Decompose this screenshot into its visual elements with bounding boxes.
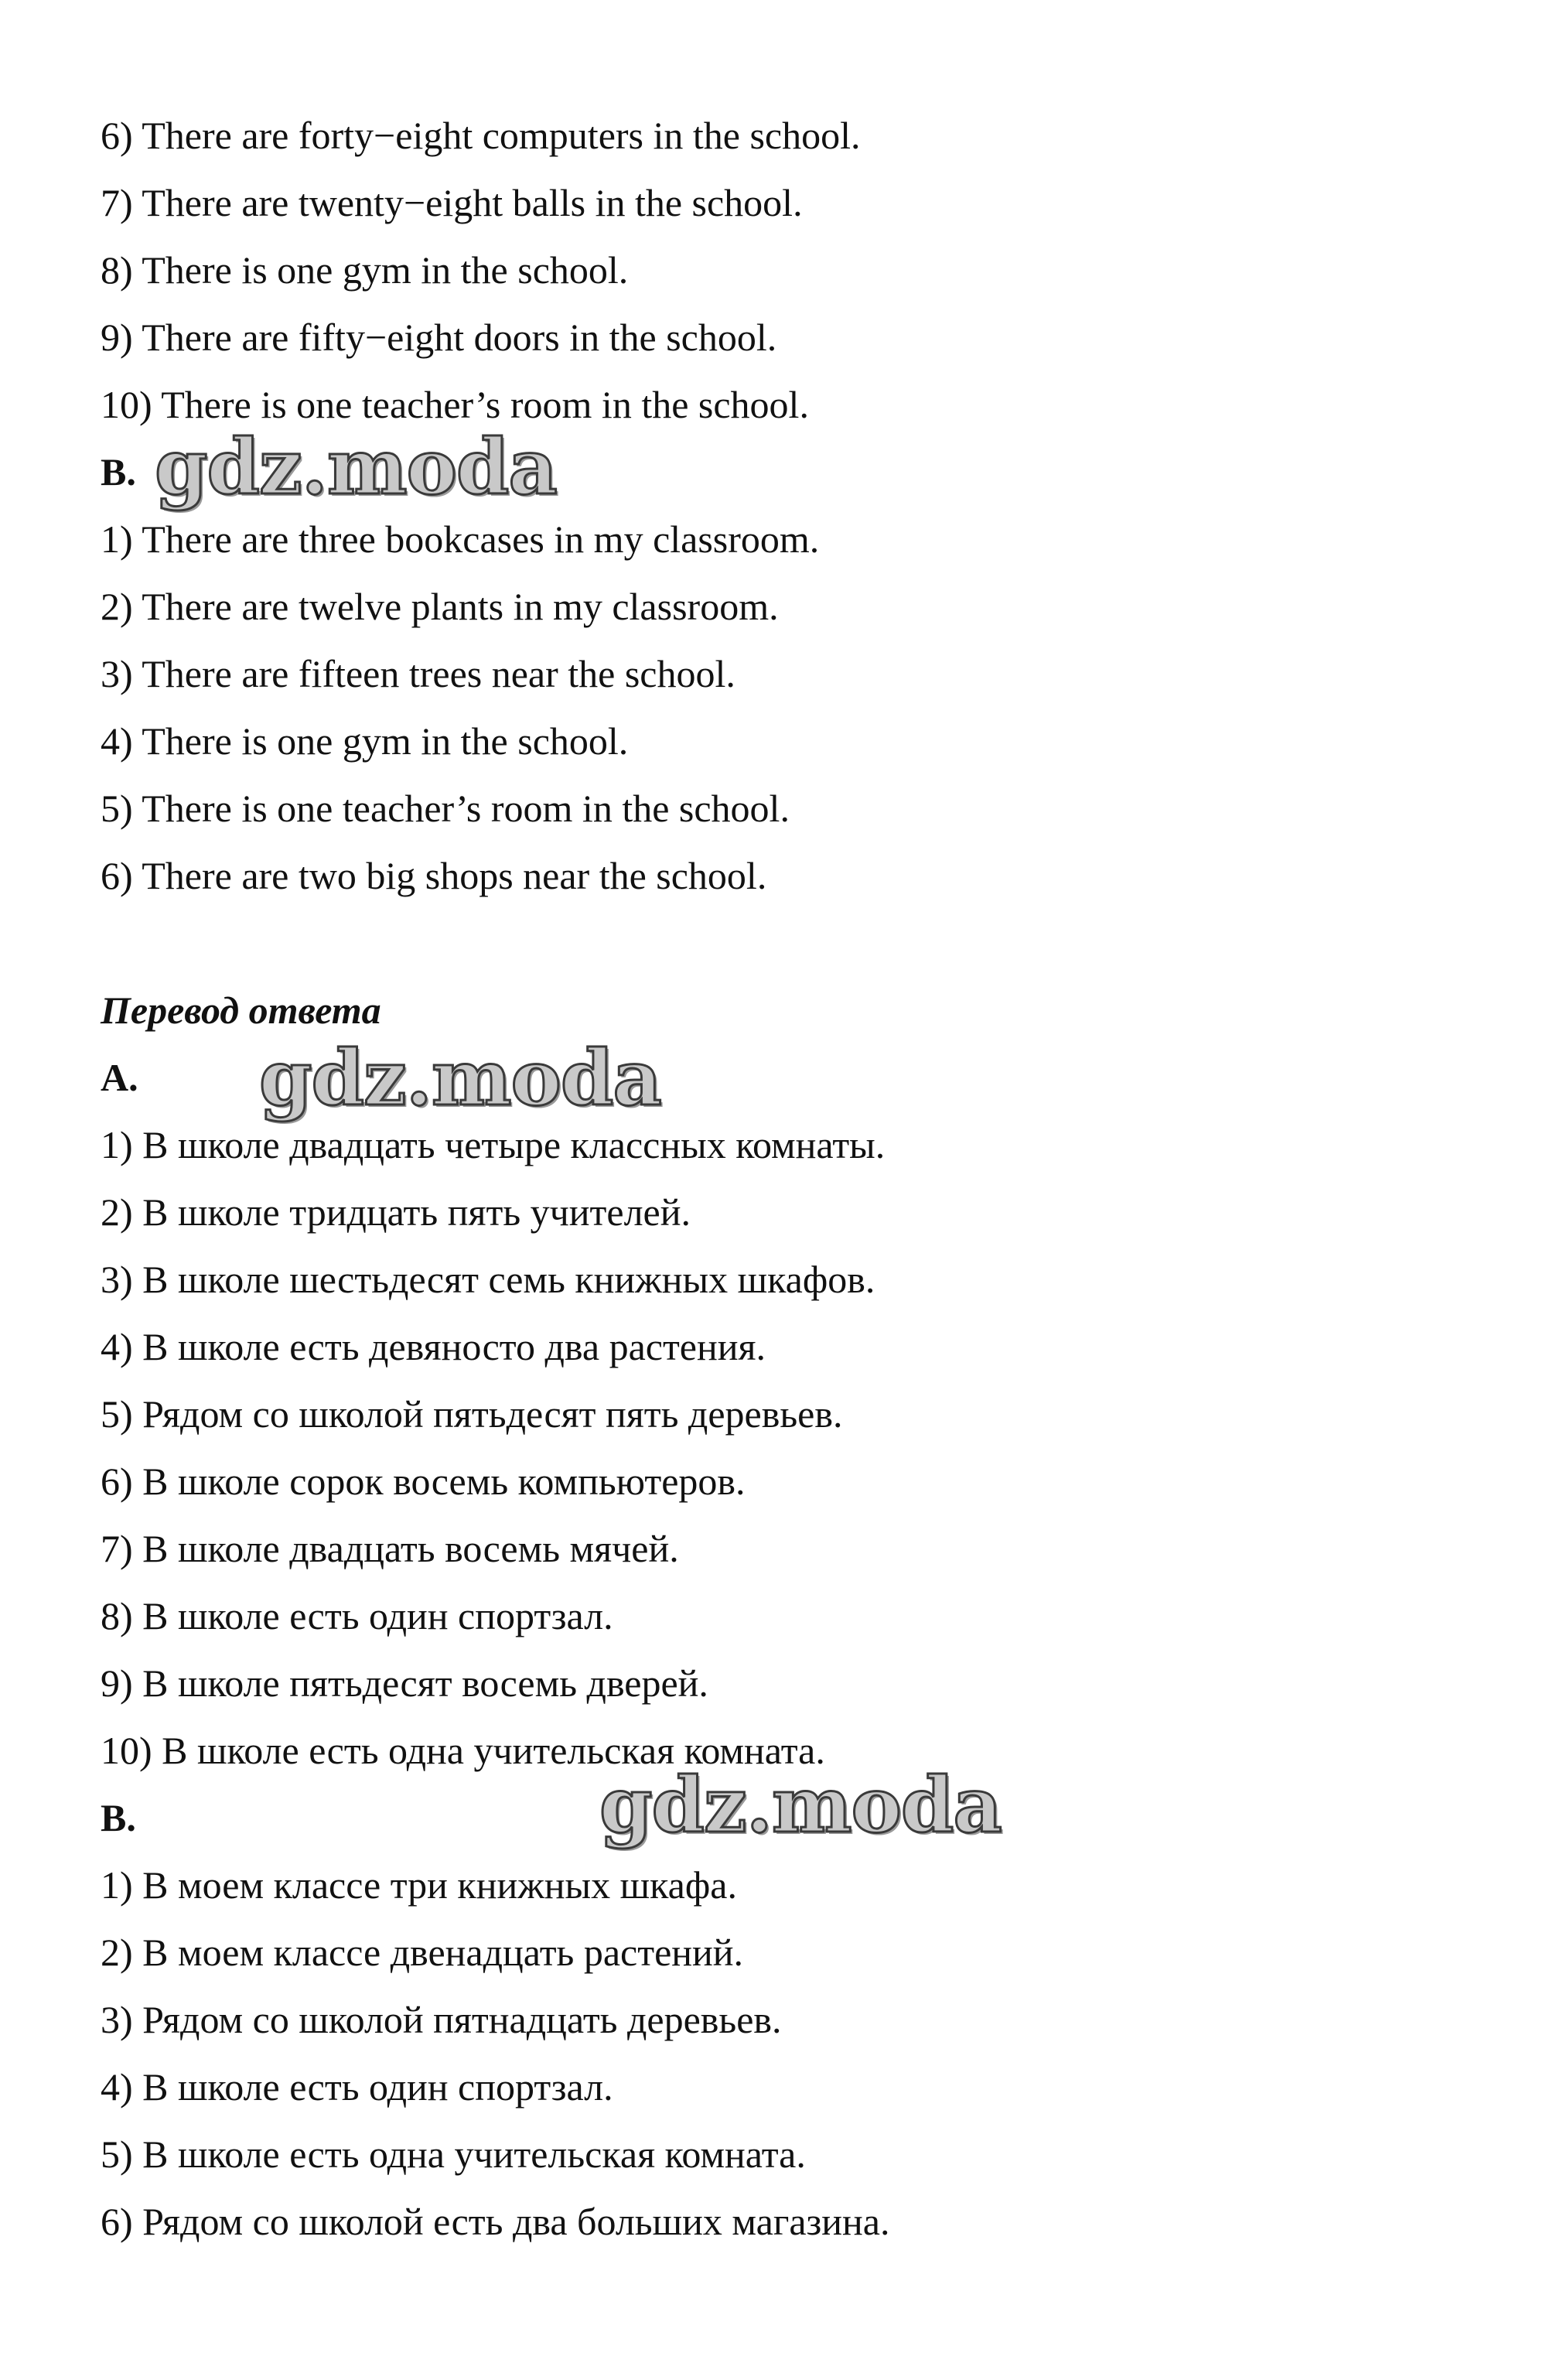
- translation-line: 4) В школе есть один спортзал.: [101, 2065, 613, 2109]
- translation-line: 2) В моем классе двенадцать растений.: [101, 1931, 744, 1974]
- section-label-a: A.: [101, 1056, 138, 1099]
- answer-line: 1) There are three bookcases in my classroom.: [101, 517, 820, 561]
- answer-line: 6) There are two big shops near the school.: [101, 854, 767, 897]
- translation-line: 7) В школе двадцать восемь мячей.: [101, 1527, 679, 1570]
- answer-line: 10) There is one teacher’s room in the school.: [101, 383, 809, 426]
- translation-heading: Перевод ответа: [101, 989, 381, 1032]
- translation-line: 5) Рядом со школой пятьдесят пять деревьев.: [101, 1392, 843, 1436]
- answer-line: 9) There are fifty−eight doors in the school.: [101, 316, 777, 359]
- translation-line: 3) В школе шестьдесят семь книжных шкафов.: [101, 1258, 875, 1301]
- watermark-logo: gdz.moda: [599, 1761, 1002, 1850]
- translation-line: 6) В школе сорок восемь компьютеров.: [101, 1460, 746, 1503]
- answer-line: 7) There are twenty−eight balls in the school.: [101, 181, 803, 224]
- translation-line: 3) Рядом со школой пятнадцать деревьев.: [101, 1998, 782, 2041]
- watermark-logo: gdz.moda: [259, 1034, 661, 1123]
- translation-line: 8) В школе есть один спортзал.: [101, 1594, 613, 1637]
- translation-line: 5) В школе есть одна учительская комната.: [101, 2132, 806, 2176]
- translation-line: 9) В школе пятьдесят восемь дверей.: [101, 1661, 708, 1705]
- translation-line: 2) В школе тридцать пять учителей.: [101, 1190, 691, 1234]
- watermark-logo: gdz.moda: [155, 423, 557, 512]
- section-label-b: B.: [101, 450, 136, 493]
- answer-line: 4) There is one gym in the school.: [101, 719, 629, 763]
- translation-line: 10) В школе есть одна учительская комната.: [101, 1729, 825, 1772]
- translation-line: 1) В моем классе три книжных шкафа.: [101, 1863, 737, 1907]
- translation-line: 1) В школе двадцать четыре классных комнаты.: [101, 1123, 886, 1166]
- translation-line: 4) В школе есть девяносто два растения.: [101, 1325, 766, 1368]
- answer-line: 8) There is one gym in the school.: [101, 248, 629, 292]
- answer-line: 2) There are twelve plants in my classroom.: [101, 585, 779, 628]
- section-label-b: B.: [101, 1796, 136, 1839]
- answer-line: 3) There are fifteen trees near the school.: [101, 652, 735, 695]
- translation-line: 6) Рядом со школой есть два больших магазина.: [101, 2200, 890, 2243]
- answer-line: 6) There are forty−eight computers in the school.: [101, 114, 861, 157]
- answer-line: 5) There is one teacher’s room in the school.: [101, 787, 790, 830]
